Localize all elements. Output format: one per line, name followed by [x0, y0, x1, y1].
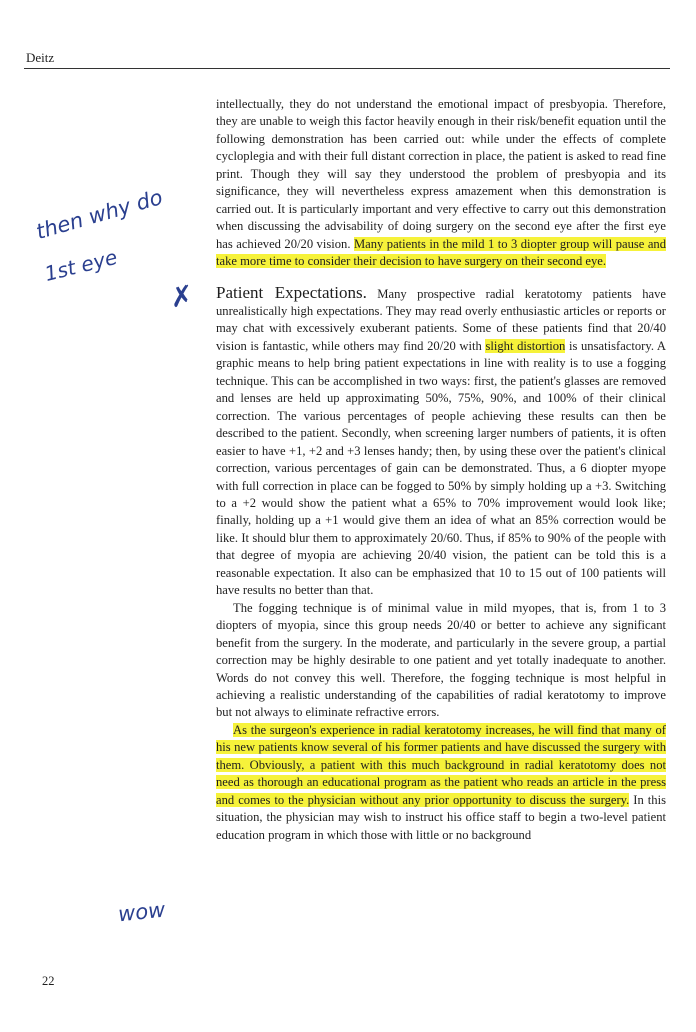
- highlighted-text: slight distortion: [485, 338, 566, 353]
- running-head: Deitz: [26, 50, 55, 65]
- paragraph-patient-expectations: [216, 284, 666, 600]
- section-heading: Patient Expectations.: [216, 282, 367, 302]
- handwritten-note-line1: then why do: [33, 185, 166, 244]
- paragraph-text: In this situation, the physician may wish to instruct his office staff to begin a two-level patient education program in which those with little or no background: [216, 792, 666, 842]
- paragraph-fogging: The fogging technique is of minimal value in mild myopes, that is, from 1 to 3 diopters of myopia, since this group needs 20/40 or better to achieve any significant benefit from the surgery. In the moderate, and particularly in the severe group, a partial correction may be highly desirable to one patient and yet totally inadequate to another. Words do not convey this well. Therefore, the fogging technique is most helpful in achieving a realistic understanding of the capabilities of radial keratotomy to improve but not always to eliminate refractive errors.: [216, 600, 666, 720]
- highlighted-text: As the surgeon's experience in radial keratotomy increases, he will find that many of his new patients know several of his former patients and have discussed the surgery with them. Obviously, a patient with this much background in radial keratotomy does not need as thorough an educational program as the patient who reads an article in the press and comes to the physician without any prior opportunity to discuss the surgery.: [216, 722, 666, 807]
- paragraph-text: Many prospective radial keratotomy patients have unrealistically high expectations. They may read overly enthusiastic articles or reports or may chat with excessively exuberant patients. Some of these patients find that 20/40 vision is fantastic, while others may find 20/20 with: [216, 286, 666, 353]
- handwritten-mark: ✗: [167, 278, 196, 315]
- highlighted-text: Many patients in the mild 1 to 3 diopter group will pause and take more time to consider their decision to have surgery on their second eye.: [216, 236, 667, 269]
- page-number: 22: [42, 974, 55, 988]
- header-rule: [24, 68, 670, 69]
- paragraph-text: intellectually, they do not understand the emotional impact of presbyopia. Therefore, they are unable to weigh this factor heavily enough in their risk/benefit equation until the following demonstration has been carried out: while under the effects of complete cycloplegia and with their full distant correction in place, the patient is asked to read fine print. Though they will say they understood the problem of presbyopia and its significance, they will nevertheless express amazement when this demonstration is carried out. It is particularly important and very effective to carry out this demonstration when discussing the advisability of doing surgery on the second eye after the first eye has achieved 20/20 vision.: [216, 97, 666, 251]
- handwritten-note-wow: wow: [116, 897, 167, 927]
- paragraph-surgeon-experience: [216, 722, 666, 844]
- paragraph-presbyopia: [216, 96, 666, 271]
- paragraph-text: is unsatisfactory. A graphic means to help bring patient expectations in line with reality is to use a fogging technique. This can be accomplished in two ways: first, the patient's glasses are removed and lenses are held up approximating 50%, 75%, 90%, and 100% of their clinical correction. The various percentages of people achieving these results can then be described to the patient. Secondly, when screening larger numbers of patients, it is often easier to have +1, +2 and +3 lenses handy; then, by using these over the patient's clinical correction, various percentages of gain can be demonstrated. Thus, a 6 diopter myope with full correction in place can be fogged to 50% by simply holding up a +3. Switching to a +2 would show the patient what a 65% to 70% improvement would look like; finally, holding up a +1 would give them an idea of what an 85% correction would be like. It should blur them to approximately 20/60. Thus, if 85% to 90% of the people with that degree of myopia are achieving 20/40 vision, the patient can be told this is a reasonable expectation. It also can be emphasized that 10 to 15 out of 100 patients will have results no better than that.: [216, 338, 667, 598]
- body-text: [216, 96, 666, 844]
- handwritten-note-line2: 1st eye: [42, 244, 120, 286]
